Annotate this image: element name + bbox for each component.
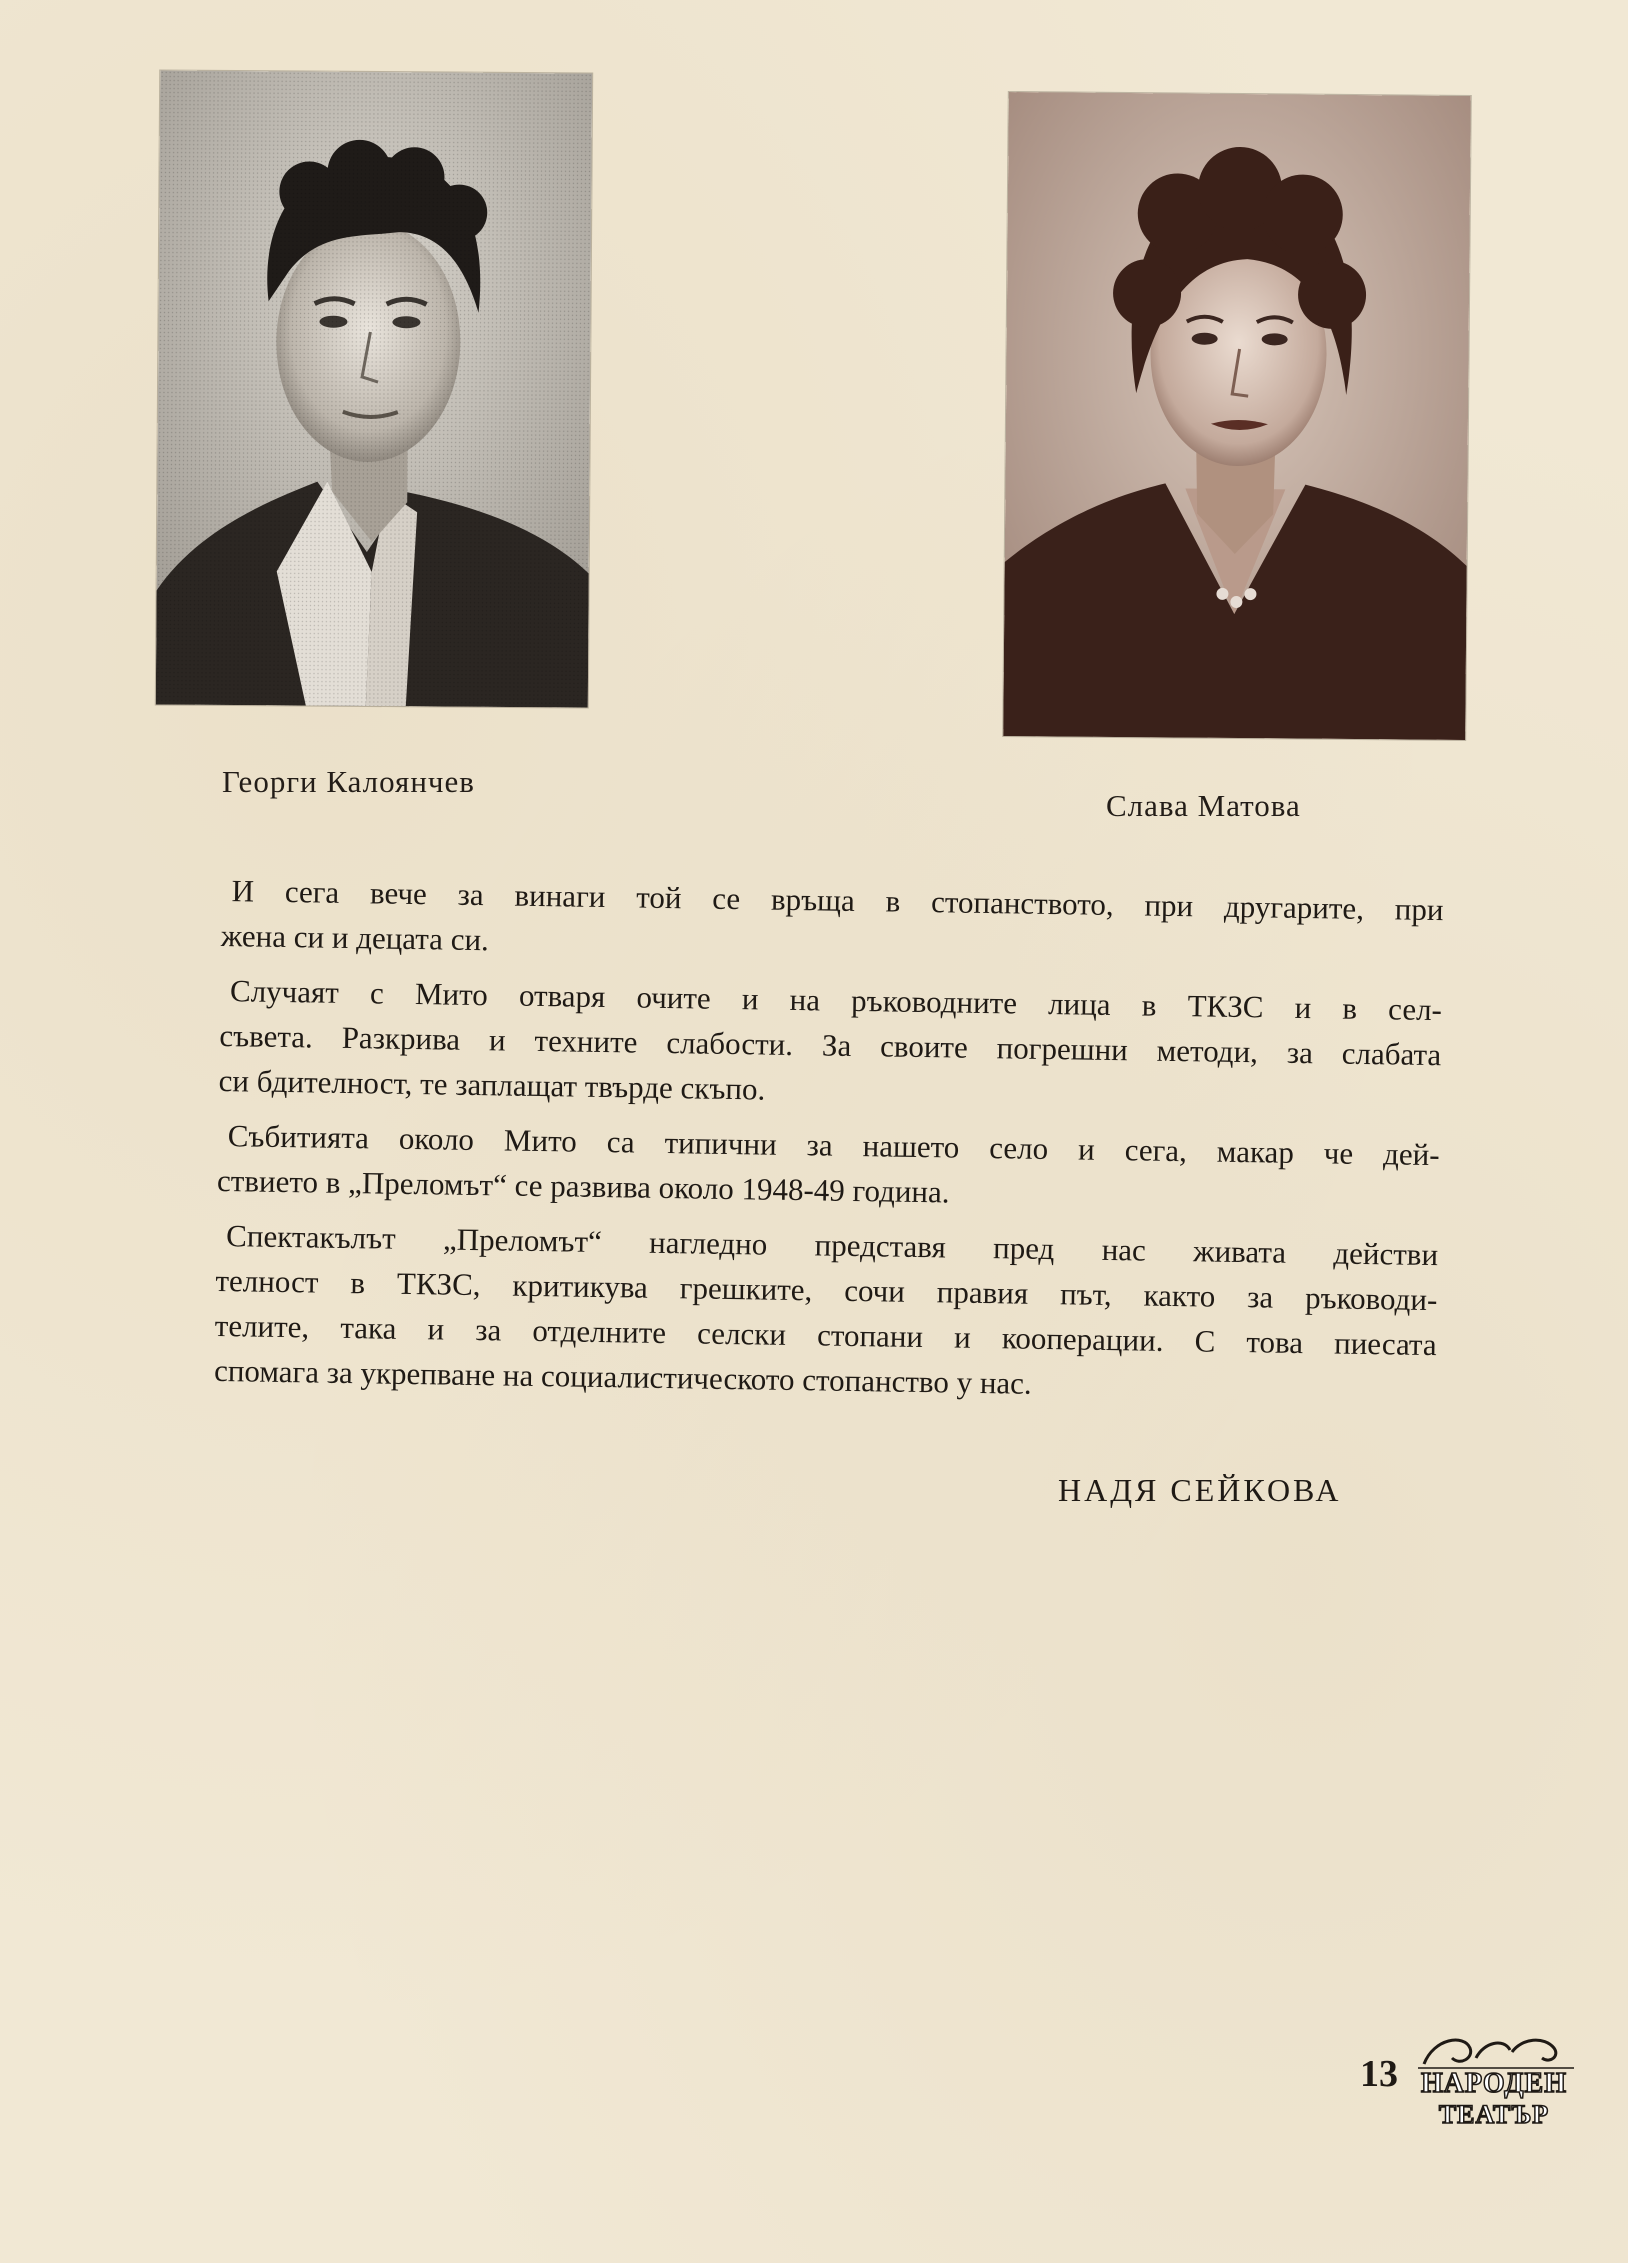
page-number: 13 [1360,2053,1398,2095]
caption-right: Слава Матова [1106,788,1301,823]
paragraph-line: жена си и децата си. [220,917,490,958]
paragraph-1 [221,868,1444,977]
paragraph-line: съвета. Разкрива и техните слабости. За своите погрешни методи, за слабата [219,1017,1442,1073]
portrait-left-image [156,70,592,707]
theatre-logo-line2: ТЕАТЪР [1438,2100,1550,2129]
paragraph-3 [217,1113,1440,1222]
paragraph-line: телите, така и за отделните селски стопани и кооперации. С това пиесата [214,1307,1437,1363]
paragraph-line: ствието в „Преломът“ се развива около 1948-49 година. [216,1162,950,1210]
paragraph-line: Събитията около Мито са типични за нашето село и сега, макар че дей- [227,1118,1440,1173]
theatre-logo [1404,2028,1584,2138]
paragraph-line: Спектакълът „Преломът“ нагледно представя пред нас живата действи [225,1218,1439,1273]
paragraph-line: си бдителност, те заплащат твърде скъпо. [218,1062,766,1107]
portrait-right-image [1003,92,1471,740]
paragraph-line: спомага за укрепване на социалистическото стопанство у нас. [213,1352,1032,1401]
paragraph-2 [218,968,1442,1122]
paragraph-line: телност в ТКЗС, критикува грешките, сочи правия път, както за ръководи- [215,1262,1438,1318]
portrait-photo-right [1003,92,1471,740]
paragraph-line: И сега вече за винаги той се връща в стопанството, при другарите, при [231,873,1444,928]
portrait-photo-left [156,70,592,707]
paragraph-4 [214,1213,1439,1412]
author-signature: НАДЯ СЕЙКОВА [1058,1472,1342,1508]
caption-left: Георги Калоянчев [222,764,475,799]
article-body [214,868,1444,1422]
paragraph-line: Случаят с Мито отваря очите и на ръководните лица в ТКЗС и в сел- [229,973,1443,1028]
theatre-logo-line1: НАРОДЕН [1420,2068,1568,2099]
